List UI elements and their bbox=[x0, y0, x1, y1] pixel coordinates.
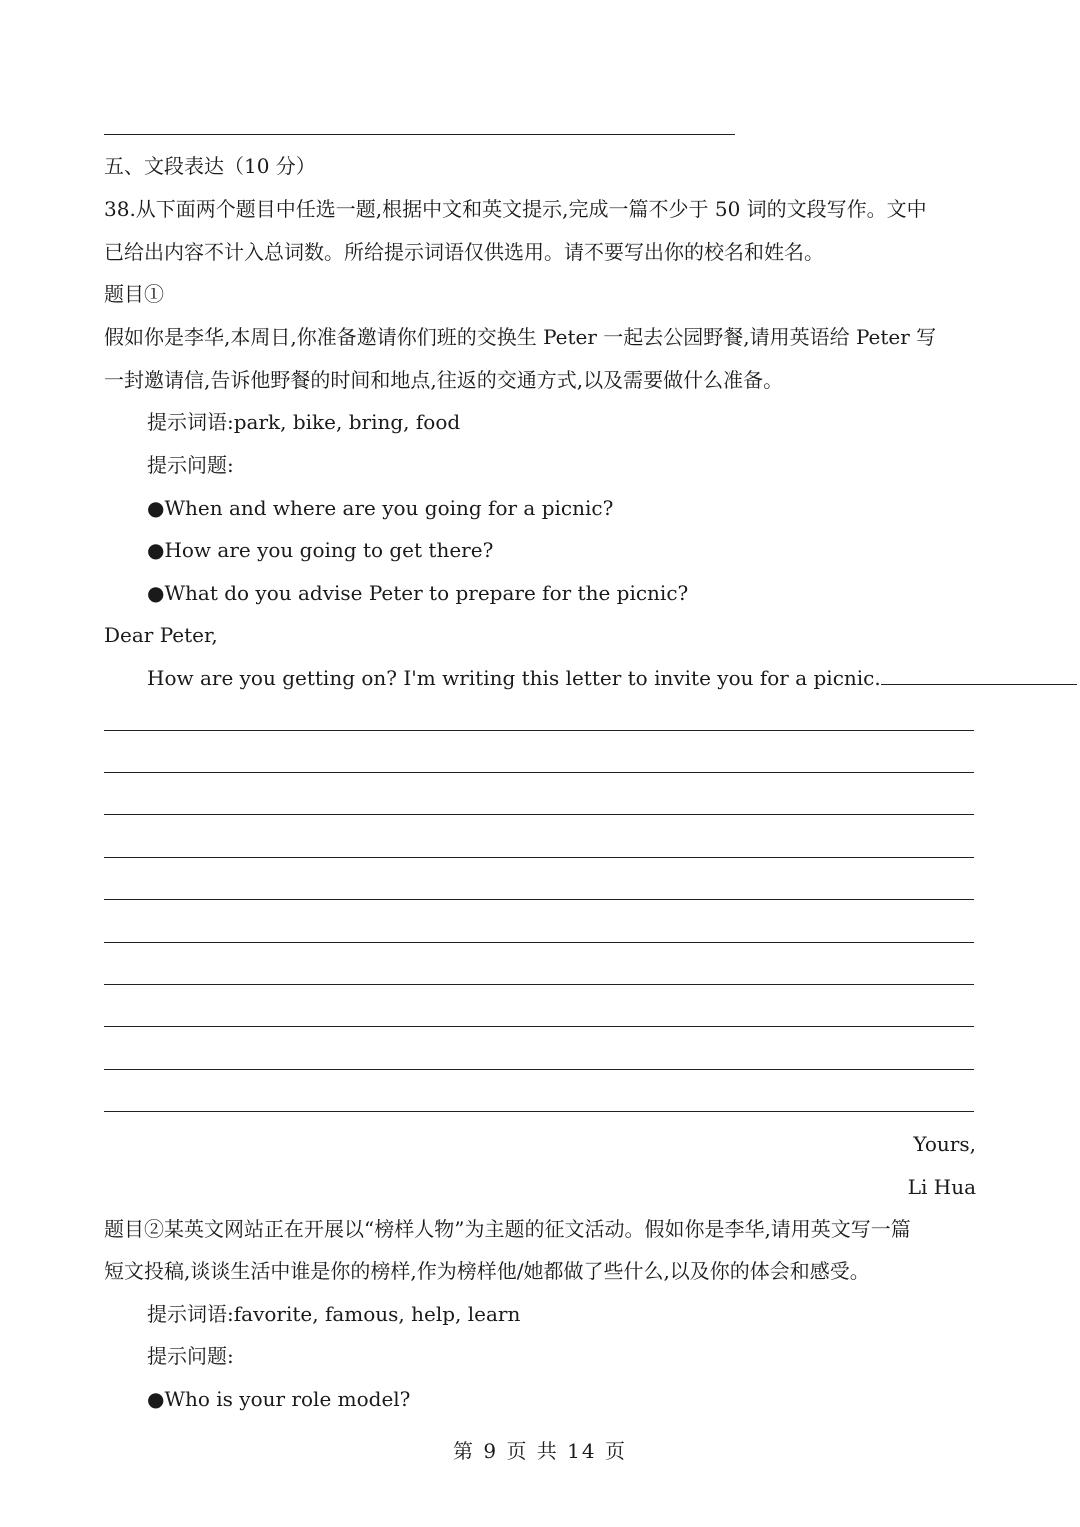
topic2-hint-questions-label: 提示问题: bbox=[147, 1344, 234, 1368]
answer-inline-blank[interactable] bbox=[881, 664, 1077, 685]
topic2-hint-words: 提示词语:favorite, famous, help, learn bbox=[147, 1302, 521, 1326]
letter-signature: Li Hua bbox=[907, 1175, 976, 1199]
page-footer: 第 9 页 共 14 页 bbox=[453, 1439, 627, 1463]
topic1-hint-words: 提示词语:park, bike, bring, food bbox=[147, 410, 461, 434]
topic2-prompt-line-1: 题目②某英文网站正在开展以“榜样人物”为主题的征文活动。假如你是李华,请用英文写一篇 bbox=[104, 1217, 911, 1241]
answer-line[interactable] bbox=[104, 942, 974, 943]
topic1-hint-questions-label: 提示问题: bbox=[147, 453, 234, 477]
topic1-question-2: ●How are you going to get there? bbox=[147, 538, 494, 562]
letter-opening-line bbox=[147, 664, 1077, 692]
letter-salutation: Dear Peter, bbox=[104, 623, 218, 647]
answer-line[interactable] bbox=[104, 730, 974, 731]
topic1-prompt-line-1: 假如你是李华,本周日,你准备邀请你们班的交换生 Peter 一起去公园野餐,请用英语给 Peter 写 bbox=[104, 325, 937, 349]
answer-line[interactable] bbox=[104, 772, 974, 773]
topic1-question-1: ●When and where are you going for a picnic? bbox=[147, 496, 614, 520]
answer-line[interactable] bbox=[104, 814, 974, 815]
topic2-question-1: ●Who is your role model? bbox=[147, 1387, 411, 1411]
letter-closing: Yours, bbox=[913, 1132, 976, 1156]
topic1-prompt-line-2: 一封邀请信,告诉他野餐的时间和地点,往返的交通方式,以及需要做什么准备。 bbox=[104, 368, 784, 392]
section-title: 五、文段表达（10 分） bbox=[104, 154, 316, 178]
answer-line[interactable] bbox=[104, 857, 974, 858]
answer-line[interactable] bbox=[104, 899, 974, 900]
answer-line[interactable] bbox=[104, 1111, 974, 1112]
answer-line[interactable] bbox=[104, 984, 974, 985]
letter-opening: How are you getting on? I'm writing this letter to invite you for a picnic. bbox=[147, 666, 881, 690]
topic1-question-3: ●What do you advise Peter to prepare for the picnic? bbox=[147, 581, 689, 605]
topic2-prompt-line-2: 短文投稿,谈谈生活中谁是你的榜样,作为榜样他/她都做了些什么,以及你的体会和感受。 bbox=[104, 1259, 870, 1283]
answer-line[interactable] bbox=[104, 1069, 974, 1070]
topic1-label: 题目① bbox=[104, 282, 164, 306]
instructions-line-1: 38.从下面两个题目中任选一题,根据中文和英文提示,完成一篇不少于 50 词的文段写作。文中 bbox=[104, 197, 927, 221]
instructions-line-2: 已给出内容不计入总词数。所给提示词语仅供选用。请不要写出你的校名和姓名。 bbox=[104, 240, 824, 264]
answer-line[interactable] bbox=[104, 1026, 974, 1027]
top-answer-line[interactable] bbox=[104, 134, 735, 135]
